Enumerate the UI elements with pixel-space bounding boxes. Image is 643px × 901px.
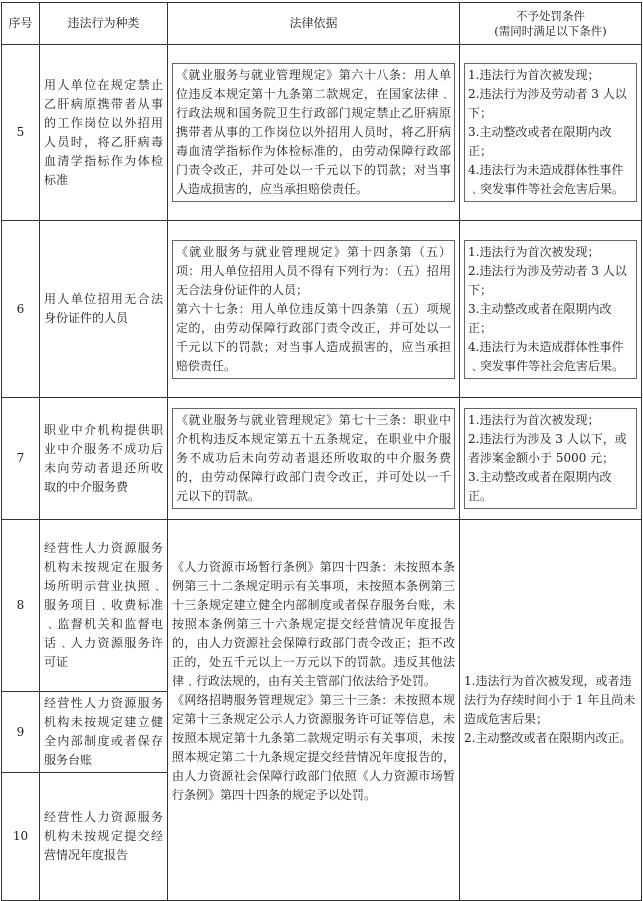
row-number: 6 [2, 221, 40, 398]
conditions-list [464, 240, 637, 379]
legal-basis-merged: 《人力资源市场暂行条例》第四十四条：未按照本条例第三十二条规定明示有关事项，未按照本条例第三十三条规定建立健全内部制度或者保存服务台账，未按照本条例第三十六条规定提交经营情况年度报告的，由人力资源社会保障行政部门责令改正；拒不改正的，处五千元以上一万元以下的罚款。违反其他法律﹑行政法规的，由有关主管部门依法给予处罚。 《网络招聘服务管理规定》第三十三条：未按照本规定第十三条规定公示人力资源服务许可证等信息，未按照本规定第十九条第二款规定明示有关事项，未按照本规定第二十九条规定提交经营情况年度报告的，由人力资源社会保障行政部门依照《人力资源市场暂行条例》第四十四条的规定予以处罚。 [168, 520, 460, 901]
conditions-list [464, 408, 637, 509]
conditions-merged [460, 520, 642, 901]
legal-basis [168, 45, 460, 221]
condition-item: 1.违法行为首次被发现； [468, 68, 600, 82]
condition-item: 1.违法行为首次被发现； [468, 244, 600, 259]
condition-item: 1.违法行为首次被发现，或者违法行为存续时间小于 1 年且尚未造成危害后果； [464, 674, 636, 726]
header-conditions [460, 3, 642, 45]
table-row [2, 221, 642, 398]
conditions [460, 221, 642, 398]
conditions-list [464, 63, 637, 202]
legal-basis-text: 《就业服务与就业管理规定》第六十八条：用人单位违反本规定第十九条第二款规定，在国家法律﹑行政法规和国务院卫生行政部门规定禁止乙肝病原携带者从事的工作岗位以外招用人员时，将乙肝病毒血清学指标作为体检标准的，由劳动保障行政部门责令改正，并可处以一千元以下的罚款；对当事人造成损害的，应当承担赔偿责任。 [172, 63, 455, 202]
condition-item: 4.违法行为未造成群体性事件﹑突发事件等社会危害后果。 [468, 339, 625, 373]
table-row [2, 398, 642, 520]
legal-basis-text: 《就业服务与就业管理规定》第十四条第（五）项：用人单位招用人员不得有下列行为：（五）招用无合法身份证件的人员； 第六十七条：用人单位违反第十四条第（五）项规定的，由劳动保障行政部门责令改正，并可处以一千元以下的罚款；对当事人造成损害的，应当承担赔偿责任。 [172, 240, 455, 379]
header-conditions-title: 不予处罚条件 [516, 8, 585, 23]
violation-type: 经营性人力资源服务机构未按规定提交经营情况年度报告 [40, 773, 168, 901]
condition-item: 4.违法行为未造成群体性事件﹑突发事件等社会危害后果。 [468, 163, 625, 196]
row-number: 10 [2, 773, 40, 901]
condition-item: 1.违法行为首次被发现； [468, 413, 600, 427]
header-violation-type: 违法行为种类 [40, 3, 168, 45]
legal-basis [168, 398, 460, 520]
condition-item: 3.主动整改或者在限期内改正； [468, 301, 612, 335]
table-row [2, 45, 642, 221]
conditions [460, 398, 642, 520]
conditions [460, 45, 642, 221]
condition-item: 2.主动整改或者在限期内改正。 [464, 731, 632, 745]
condition-item: 3.主动整改或者在限期内改正。 [468, 470, 612, 503]
row-number: 8 [2, 520, 40, 692]
violation-type: 经营性人力资源服务机构未按规定在服务场所明示营业执照﹑服务项目﹑收费标准﹑监督机关和监督电话﹑人力资源服务许可证 [40, 520, 168, 692]
row-number: 9 [2, 692, 40, 773]
row-number: 5 [2, 45, 40, 221]
header-legal-basis: 法律依据 [168, 3, 460, 45]
header-no: 序号 [2, 3, 40, 45]
table-header-row [2, 3, 642, 45]
penalty-exemption-table [1, 2, 642, 901]
header-conditions-note: (需同时满足以下条件) [494, 23, 607, 38]
table-row [2, 520, 642, 692]
legal-basis [168, 221, 460, 398]
condition-item: 2.违法行为涉及劳动者 3 人以下； [468, 87, 627, 120]
condition-item: 3.主动整改或者在限期内改正； [468, 125, 612, 158]
violation-type: 职业中介机构提供职业中介服务不成功后未向劳动者退还所收取的中介服务费 [40, 398, 168, 520]
violation-type: 经营性人力资源服务机构未按规定建立健全内部制度或者保存服务台账 [40, 692, 168, 773]
violation-type: 用人单位招用无合法身份证件的人员 [40, 221, 168, 398]
legal-basis-text: 《就业服务与就业管理规定》第七十三条：职业中介机构违反本规定第五十五条规定，在职业中介服务不成功后未向劳动者退还所收取的中介服务费的，由劳动保障行政部门责令改正，并可处以一千元以下的罚款。 [172, 408, 455, 509]
violation-type: 用人单位在规定禁止乙肝病原携带者从事的工作岗位以外招用人员时，将乙肝病毒血清学指标作为体检标准 [40, 45, 168, 221]
condition-item: 2.违法行为涉及劳动者 3 人以下； [468, 263, 627, 297]
condition-item: 2.违法行为涉及 3 人以下，或者涉案金额小于 5000 元； [468, 432, 627, 465]
row-number: 7 [2, 398, 40, 520]
